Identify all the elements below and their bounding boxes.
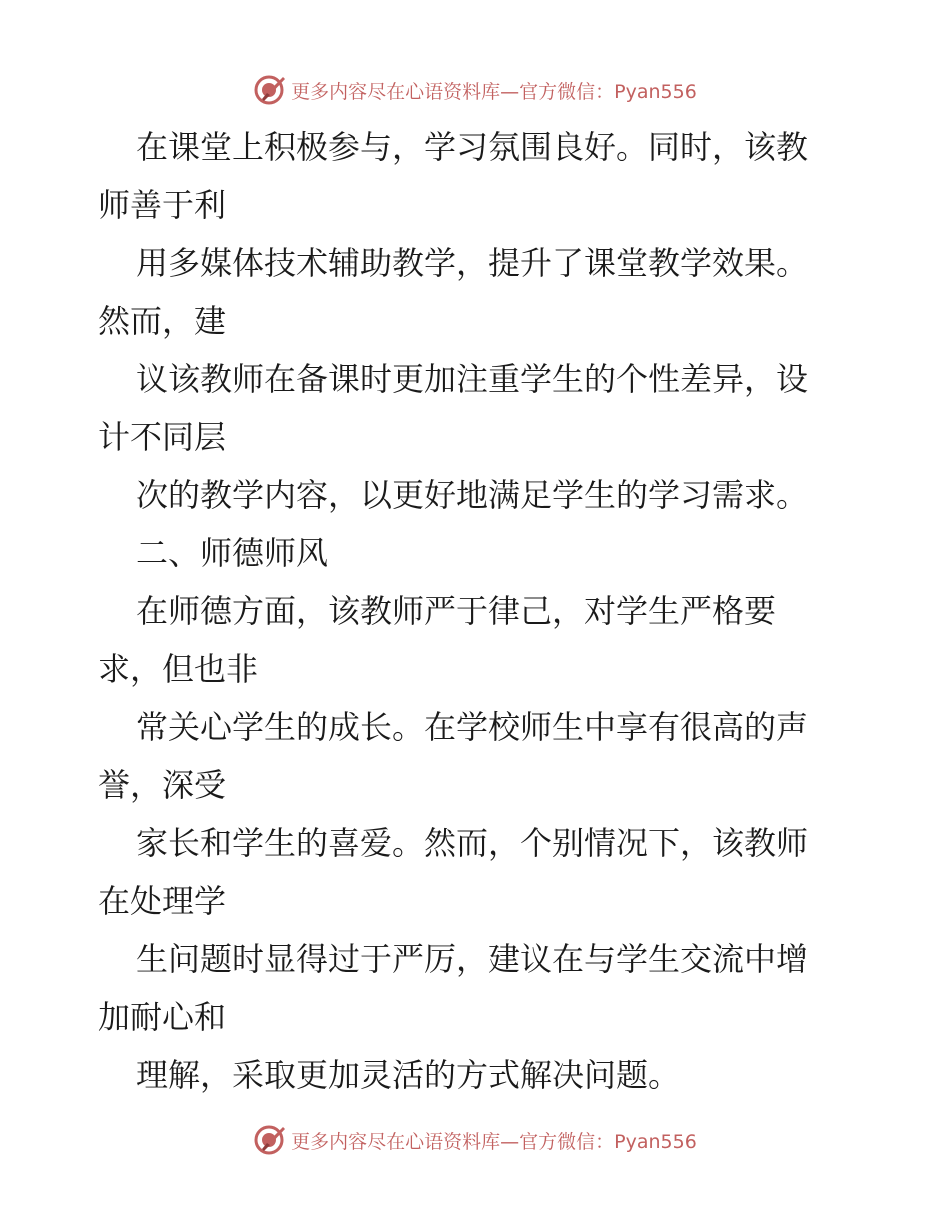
body-line: 在处理学 — [98, 882, 227, 920]
body-line: 理解，采取更加灵活的方式解决问题。 — [136, 1056, 681, 1094]
body-line: 师善于利 — [98, 186, 227, 224]
body-line: 然而，建 — [98, 302, 227, 340]
footer-banner — [0, 1120, 950, 1160]
footer-banner-text: 更多内容尽在心语资料库—官方微信：Pyan556 — [291, 1130, 697, 1153]
body-line: 在师德方面，该教师严于律己，对学生严格要 — [136, 592, 777, 630]
body-line: 誉，深受 — [98, 766, 227, 804]
body-line: 用多媒体技术辅助教学，提升了课堂教学效果。 — [136, 244, 809, 282]
body-line: 常关心学生的成长。在学校师生中享有很高的声 — [136, 708, 809, 746]
body-line: 议该教师在备课时更加注重学生的个性差异，设 — [136, 360, 809, 398]
body-line: 生问题时显得过于严厉，建议在与学生交流中增 — [136, 940, 809, 978]
body-line: 家长和学生的喜爱。然而，个别情况下，该教师 — [136, 824, 809, 862]
quill-pen-seal-icon — [253, 1123, 287, 1157]
header-banner — [0, 70, 950, 110]
section-heading: 二、师德师风 — [136, 534, 329, 572]
body-line: 求，但也非 — [98, 650, 259, 688]
header-banner-text: 更多内容尽在心语资料库—官方微信：Pyan556 — [291, 80, 697, 103]
quill-pen-seal-icon — [253, 73, 287, 107]
body-line: 在课堂上积极参与，学习氛围良好。同时，该教 — [136, 128, 809, 166]
body-line: 加耐心和 — [98, 998, 227, 1036]
body-line: 次的教学内容，以更好地满足学生的学习需求。 — [136, 476, 809, 514]
body-line: 计不同层 — [98, 418, 227, 456]
